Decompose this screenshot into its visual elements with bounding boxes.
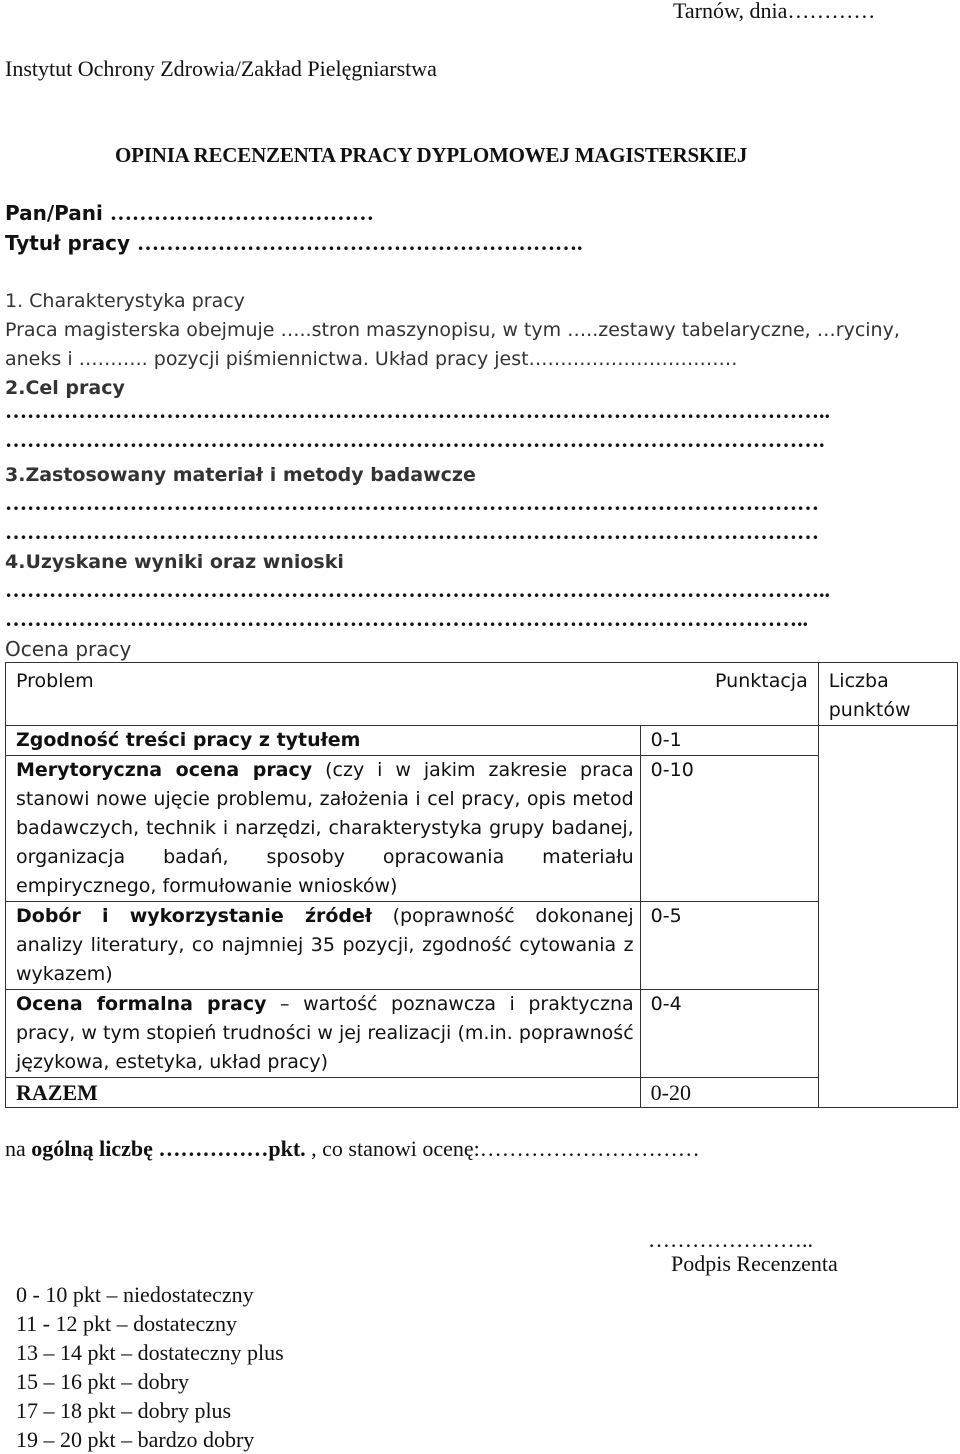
section-4-title: 4.Uzyskane wyniki oraz wnioski xyxy=(5,551,344,573)
section-1-title: 1. Charakterystyka pracy xyxy=(5,290,245,312)
row-3-bold: Dobór i wykorzystanie źródeł xyxy=(16,905,372,927)
summary-suffix: , co stanowi ocenę:………………………… xyxy=(305,1136,700,1161)
row-4-bold: Ocena formalna pracy xyxy=(16,993,267,1015)
total-label: RAZEM xyxy=(6,1078,641,1108)
section-2-dots-2[interactable]: …………………………………………………………………………………………………. xyxy=(5,427,825,452)
table-row xyxy=(6,756,958,902)
scale-item: 11 - 12 pkt – dostateczny xyxy=(16,1311,237,1336)
section-2-dots-1[interactable]: ………………………………………………………………………………………………….. xyxy=(5,398,830,423)
summary-prefix: na xyxy=(5,1136,32,1161)
signature-label: Podpis Recenzenta xyxy=(671,1251,838,1276)
header-count-label: Liczba punktów xyxy=(828,670,911,721)
scale-item: 13 – 14 pkt – dostateczny plus xyxy=(16,1340,284,1365)
student-line[interactable] xyxy=(5,200,374,226)
assessment-table xyxy=(5,662,958,1108)
row-1-bold: Zgodność treści pracy z tytułem xyxy=(16,729,361,751)
header-problem: Problem xyxy=(6,663,641,726)
scale-item: 17 – 18 pkt – dobry plus xyxy=(16,1398,232,1423)
row-2-problem xyxy=(6,756,641,902)
thesis-dots: ……………………………………………………. xyxy=(137,230,583,255)
row-3-text: (poprawność dokonanej analizy literatury, co najmniej 35 pozycji, zgodność cytowania z wykazem) xyxy=(16,905,634,985)
header-points: Punktacja xyxy=(640,663,818,726)
row-4-range: 0-4 xyxy=(640,990,818,1078)
total-range: 0-20 xyxy=(640,1078,818,1108)
points-entry-cell[interactable] xyxy=(818,726,957,1108)
row-1-problem xyxy=(6,726,641,756)
row-2-range: 0-10 xyxy=(640,756,818,902)
thesis-title-line[interactable] xyxy=(5,230,583,256)
institute-name: Instytut Ochrony Zdrowia/Zakład Pielęgniarstwa xyxy=(5,56,437,81)
row-2-bold: Merytoryczna ocena pracy xyxy=(16,759,313,781)
header-count xyxy=(818,663,957,726)
table-row xyxy=(6,726,958,756)
table-row xyxy=(6,990,958,1078)
row-1-range: 0-1 xyxy=(640,726,818,756)
section-4-dots-2[interactable]: ……………………………………………………………………………………………….. xyxy=(5,606,808,631)
section-2-title: 2.Cel pracy xyxy=(5,377,125,399)
row-3-range: 0-5 xyxy=(640,902,818,990)
table-row xyxy=(6,902,958,990)
summary-points-dots: ……………pkt. xyxy=(152,1136,306,1161)
document-title: OPINIA RECENZENTA PRACY DYPLOMOWEJ MAGISTERSKIEJ xyxy=(115,143,748,167)
table-header-row xyxy=(6,663,958,726)
student-label: Pan/Pani xyxy=(5,201,103,225)
signature-dots[interactable]: ………………….. xyxy=(648,1227,813,1252)
table-total-row xyxy=(6,1078,958,1108)
section-1-line-1: Praca magisterska obejmuje …..stron maszynopisu, w tym …..zestawy tabelaryczne, …ryciny, xyxy=(5,319,900,341)
row-3-problem xyxy=(6,902,641,990)
section-3-dots-1[interactable]: ………………………………………………………………………………………………… xyxy=(5,490,819,515)
student-dots: ……………………………… xyxy=(109,200,374,225)
thesis-label: Tytuł pracy xyxy=(5,231,131,255)
summary-line[interactable] xyxy=(5,1136,700,1162)
summary-bold: ogólną liczbę xyxy=(31,1136,153,1161)
section-4-dots-1[interactable]: ………………………………………………………………………………………………….. xyxy=(5,577,830,602)
section-3-title: 3.Zastosowany materiał i metody badawcze xyxy=(5,464,476,486)
place-date: Tarnów, dnia………… xyxy=(673,0,876,23)
scale-item: 19 – 20 pkt – bardzo dobry xyxy=(16,1427,255,1452)
section-3-dots-2[interactable]: ………………………………………………………………………………………………… xyxy=(5,519,819,544)
scale-item: 0 - 10 pkt – niedostateczny xyxy=(16,1282,254,1307)
section-1-line-2: aneks i ……….. pozycji piśmiennictwa. Układ pracy jest…………………………… xyxy=(5,348,738,370)
row-2-text: (czy i w jakim zakresie praca stanowi nowe ujęcie problemu, założenia i cel pracy, opis metod badawczych, technik i narzędzi, charakterystyka grupy badanej, organizacja badań, sposoby opracowania materiału empirycznego, formułowanie wniosków) xyxy=(16,759,634,897)
assessment-title: Ocena pracy xyxy=(5,637,132,661)
row-4-text: – wartość poznawcza i praktyczna pracy, w tym stopień trudności w jej realizacji (m.in. poprawność językowa, estetyka, układ pracy) xyxy=(16,993,634,1073)
scale-item: 15 – 16 pkt – dobry xyxy=(16,1369,189,1394)
row-4-problem xyxy=(6,990,641,1078)
